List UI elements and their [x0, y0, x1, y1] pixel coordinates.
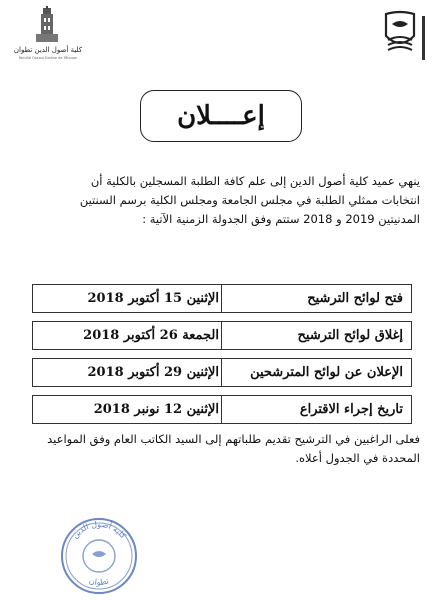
schedule-event: فتح لوائح الترشيح [307, 291, 403, 306]
announcement-title-box [140, 90, 302, 142]
stamp-bottom-text: تطوان [88, 576, 110, 587]
schedule-event: الإعلان عن لوائح المترشحين [250, 365, 403, 380]
announcement-title: إعــــلان [177, 101, 265, 131]
schedule-table [32, 284, 412, 424]
minaret-icon [34, 6, 60, 46]
svg-text:كلية أصول الدين [70, 520, 128, 540]
row-divider [221, 322, 222, 349]
intro-line: ينهي عميد كلية أصول الدين إلى علم كافة الطلبة المسجلين بالكلية أن [90, 174, 420, 188]
schedule-row [32, 321, 412, 350]
closing-line: المحددة في الجدول أعلاه. [295, 451, 420, 465]
row-divider [221, 396, 222, 423]
row-divider [221, 285, 222, 312]
schedule-event: تاريخ إجراء الاقتراع [299, 402, 403, 417]
closing-line: فعلى الراغبين في الترشيح تقديم طلباتهم إلى السيد الكاتب العام وفق المواعيد [47, 432, 420, 446]
faculty-logo-name: كلية أصول الدين تطوان [13, 46, 83, 54]
schedule-date: الجمعة 26 أكتوبر 2018 [83, 328, 219, 343]
closing-paragraph [22, 430, 420, 468]
intro-paragraph [22, 172, 420, 229]
schedule-row [32, 358, 412, 387]
row-divider [221, 359, 222, 386]
university-emblem-icon [380, 10, 420, 54]
intro-line: المدنيتين 2019 و 2018 ستتم وفق الجدولة الزمنية الآتية : [142, 212, 420, 226]
official-stamp-icon [58, 512, 140, 596]
svg-text:تطوان [88, 576, 110, 587]
intro-line: انتخابات ممثلي الطلبة في مجلس الجامعة ومجلس الكلية برسم السنتين [79, 193, 420, 207]
schedule-row [32, 395, 412, 424]
faculty-logo [12, 6, 84, 66]
schedule-date: الإثنين 15 أكتوبر 2018 [87, 291, 219, 306]
schedule-date: الإثنين 12 نونبر 2018 [93, 402, 219, 417]
university-logo [376, 10, 432, 68]
schedule-date: الإثنين 29 أكتوبر 2018 [87, 365, 219, 380]
stamp-top-text: كلية أصول الدين [70, 519, 128, 541]
logo-side-bar [422, 16, 425, 60]
faculty-logo-subtitle: Faculté Ossoul Eddine de Tétouan [18, 56, 78, 60]
schedule-event: إغلاق لوائح الترشيح [297, 328, 403, 343]
schedule-row [32, 284, 412, 313]
